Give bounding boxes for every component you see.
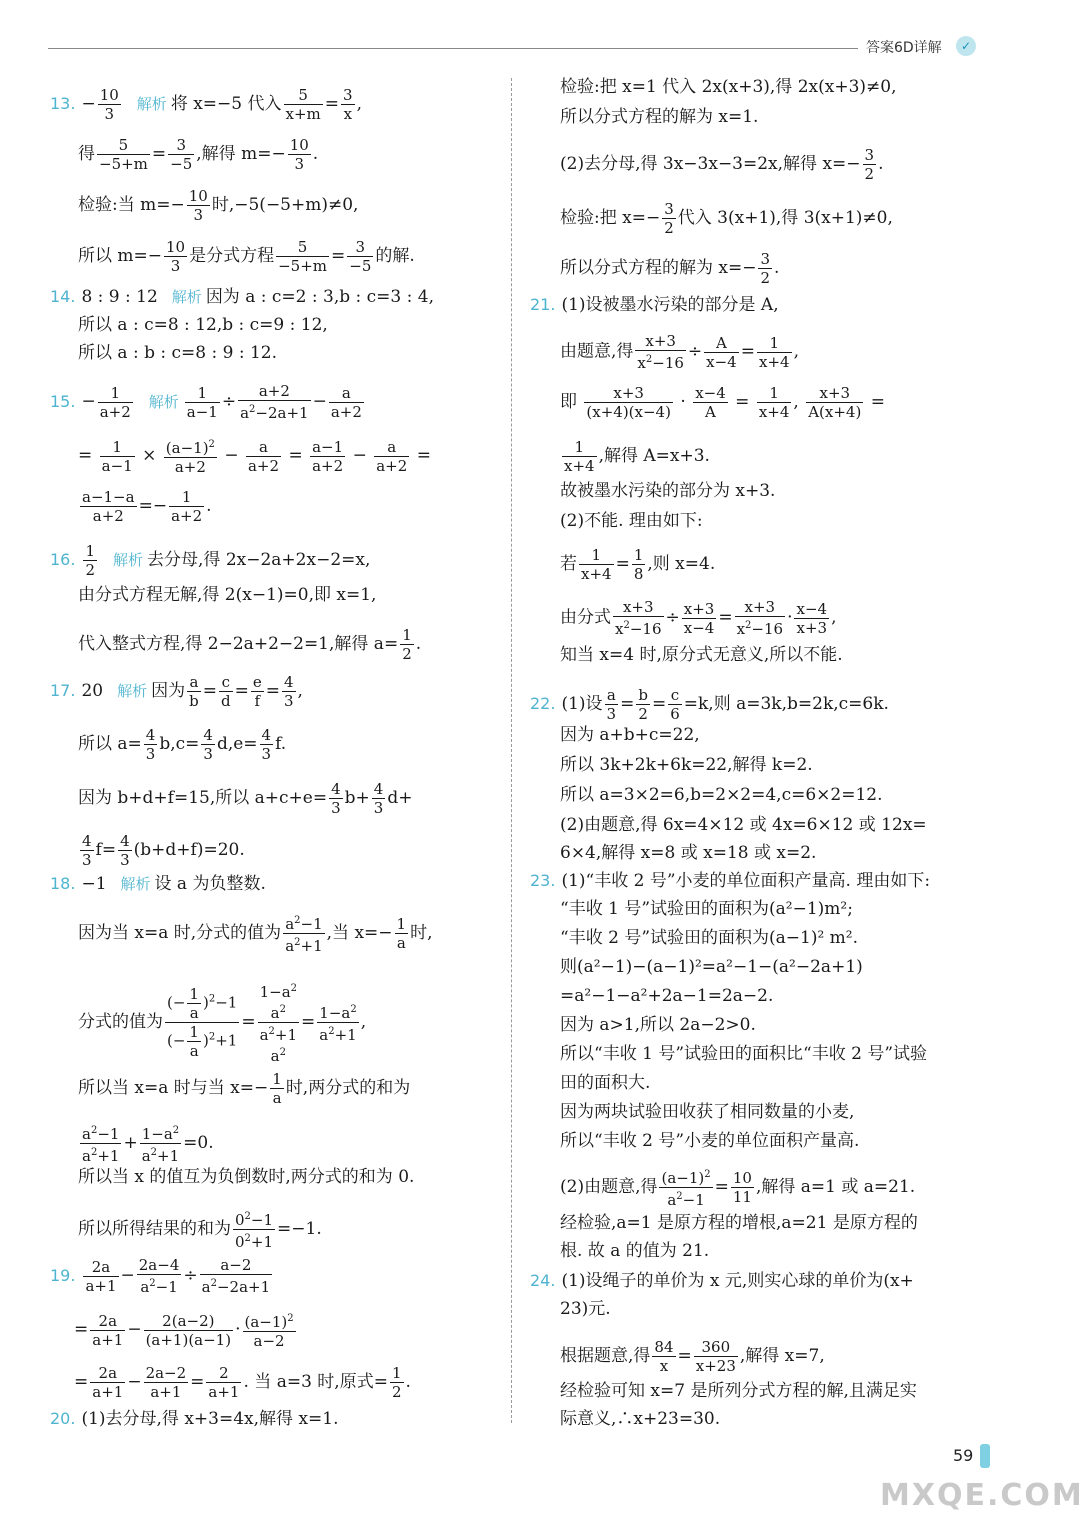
q16-line1: 16. $\frac{1}{2}$ 解析 去分母,得 2x−2a+2x−2=x, xyxy=(50,542,371,579)
q21-line3: 即 $\frac{x+3}{(x+4)(x-4)}$ · $\frac{x-4}{A}$ = $\frac{1}{x+4}$ , $\frac{x+3}{A(x+4)}$ = xyxy=(560,384,885,421)
q22-line6: 6×4,解得 x=8 或 x=18 或 x=2. xyxy=(560,843,817,863)
q24-line1: 24. (1)设绳子的单价为 x 元,则实心球的单价为(x+ xyxy=(530,1271,914,1291)
q24-line5: 际意义,∴x+23=30. xyxy=(560,1409,721,1429)
q18-line2: 因为当 x=a 时,分式的值为 $\frac{a^2-1}{a^2+1}$ ,当 x=− $\frac{1}{a}$ 时, xyxy=(78,912,432,955)
q20-check1: 检验:把 x=1 代入 2x(x+3),得 2x(x+3)≠0, xyxy=(560,77,897,97)
q23-line10: 所以“丰收 2 号”小麦的单位面积产量高. xyxy=(560,1131,860,1151)
q14-line1: 14. 8 : 9 : 12 解析 因为 a : c=2 : 3,b : c=3 : 4, xyxy=(50,287,434,307)
q16-line3: 代入整式方程,得 2−2a+2−2=1,解得 a= $\frac{1}{2}$ . xyxy=(78,626,422,663)
q19-line3: = $\frac{2a}{a+1}$ − $\frac{2a-2}{a+1}$ = $\frac{2}{a+1}$ . 当 a=3 时,原式= $\frac{1}{2}$ . xyxy=(74,1364,411,1401)
q17-line4: $\frac{4}{3}$ f= $\frac{4}{3}$ (b+d+f)=20. xyxy=(82,832,245,869)
q22-line3: 所以 3k+2k+6k=22,解得 k=2. xyxy=(560,755,813,775)
q20-line1: 20. (1)去分母,得 x+3=4x,解得 x=1. xyxy=(50,1409,339,1429)
q17-line3: 因为 b+d+f=15,所以 a+c+e= $\frac{4}{3}$ b+ $\frac{4}{3}$ d+ xyxy=(78,780,413,817)
q14-line3: 所以 a : b : c=8 : 9 : 12. xyxy=(78,343,277,363)
q24-line3: 根据题意,得 $\frac{84}{x}$ = $\frac{360}{x+23}$ ,解得 x=7, xyxy=(560,1338,825,1375)
page-tab-marker xyxy=(980,1444,990,1468)
q23-line2: “丰收 1 号”试验田的面积为(a²−1)m²; xyxy=(560,899,853,919)
q19-line2: = $\frac{2a}{a+1}$ − $\frac{2(a-2)}{(a+1)(a-1)}$ · $\frac{(a-1)^2}{a-2}$ xyxy=(74,1311,294,1350)
analysis-tag: 解析 xyxy=(120,875,151,893)
analysis-tag: 解析 xyxy=(113,551,144,569)
q14-line2: 所以 a : c=8 : 12,b : c=9 : 12, xyxy=(78,315,328,335)
q21-line7: 若 $\frac{1}{x+4}$ = $\frac{1}{8}$ ,则 x=4. xyxy=(560,546,716,583)
q21-line1: 21. (1)设被墨水污染的部分是 A, xyxy=(530,295,779,315)
q23-line3: “丰收 2 号”试验田的面积为(a−1)² m². xyxy=(560,928,859,948)
q22-line2: 因为 a+b+c=22, xyxy=(560,725,700,745)
q22-line4: 所以 a=3×2=6,b=2×2=4,c=6×2=12. xyxy=(560,785,883,805)
q13-line2: 得 $\frac{5}{-5+m}$ = $\frac{3}{-5}$ ,解得 m=− $\frac{10}{3}$ . xyxy=(78,136,319,173)
watermark: MXQE.COM xyxy=(880,1478,1084,1513)
q23-line13: 根. 故 a 的值为 21. xyxy=(560,1241,710,1261)
q23-line1: 23. (1)“丰收 2 号”小麦的单位面积产量高. 理由如下: xyxy=(530,871,931,891)
q20-result2: 所以分式方程的解为 x=− $\frac{3}{2}$ . xyxy=(560,250,780,287)
q18-line3: 分式的值为 (− $\frac{1}{a}$ )$^2$−1 (− $\frac{1}{a}$ )$^2$+1 = $1-a^2$ $a^2$ $a^2+1$ $a^2$ = $\frac{1-a^2}{a^2+1}$ , xyxy=(78,980,366,1065)
q20-result1: 所以分式方程的解为 x=1. xyxy=(560,107,759,127)
q21-line6: (2)不能. 理由如下: xyxy=(560,511,703,531)
q17-line1: 17. 20 解析 因为 $\frac{a}{b}$ = $\frac{c}{d}$ = $\frac{e}{f}$ = $\frac{4}{3}$ , xyxy=(50,673,303,710)
q18-line1: 18. −1 解析 设 a 为负整数. xyxy=(50,874,266,894)
q23-line11: (2)由题意,得 $\frac{(a-1)^2}{a^2-1}$ = $\frac{10}{11}$ ,解得 a=1 或 a=21. xyxy=(560,1166,915,1209)
q23-line6: 因为 a>1,所以 2a−2>0. xyxy=(560,1015,756,1035)
q23-line4: 则(a²−1)−(a−1)²=a²−1−(a²−2a+1) xyxy=(560,957,863,977)
page-number: 59 xyxy=(953,1446,974,1465)
q19-line1: 19. $\frac{2a}{a+1}$ − $\frac{2a-4}{a^2-1}$ ÷ $\frac{a-2}{a^2-2a+1}$ xyxy=(50,1256,271,1296)
question-number: 13. xyxy=(50,94,76,113)
q21-line2: 由题意,得 $\frac{x+3}{x^2-16}$ ÷ $\frac{A}{x-4}$ = $\frac{1}{x+4}$ , xyxy=(560,332,799,372)
q20-part2: (2)去分母,得 3x−3x−3=2x,解得 x=− $\frac{3}{2}$ . xyxy=(560,146,884,183)
analysis-tag: 解析 xyxy=(136,95,167,113)
column-divider xyxy=(511,78,512,1423)
q16-line2: 由分式方程无解,得 2(x−1)=0,即 x=1, xyxy=(78,585,377,605)
q23-line12: 经检验,a=1 是原方程的增根,a=21 是原方程的 xyxy=(560,1213,918,1233)
q22-line5: (2)由题意,得 6x=4×12 或 4x=6×12 或 12x= xyxy=(560,815,927,835)
q23-line8: 田的面积大. xyxy=(560,1073,651,1093)
q24-line4: 经检验可知 x=7 是所列分式方程的解,且满足实 xyxy=(560,1381,917,1401)
q20-check2: 检验:把 x=− $\frac{3}{2}$ 代入 3(x+1),得 3(x+1)≠0, xyxy=(560,200,893,237)
q15-line2: = $\frac{1}{a-1}$ × $\frac{(a-1)^2}{a+2}$ − $\frac{a}{a+2}$ = $\frac{a-1}{a+2}$ − $\frac{a}{a+2}$ = xyxy=(78,437,431,476)
q21-line8: 由分式 $\frac{x+3}{x^2-16}$ ÷ $\frac{x+3}{x-4}$ = $\frac{x+3}{x^2-16}$ · $\frac{x-4}{x+3}$ , xyxy=(560,598,837,638)
header-label: 答案6D详解 xyxy=(866,40,942,56)
q13-line1: 13. − $\frac{10}{3}$ 解析 将 x=−5 代入 $\frac{5}{x+m}$ = $\frac{3}{x}$ , xyxy=(50,86,362,123)
q23-line9: 因为两块试验田收获了相同数量的小麦, xyxy=(560,1102,855,1122)
q21-line9: 知当 x=4 时,原分式无意义,所以不能. xyxy=(560,645,843,665)
analysis-tag: 解析 xyxy=(148,392,179,411)
q23-line5: =a²−1−a²+2a−1=2a−2. xyxy=(560,986,774,1006)
q21-line5: 故被墨水污染的部分为 x+3. xyxy=(560,481,776,501)
q21-line4: $\frac{1}{x+4}$ ,解得 A=x+3. xyxy=(564,438,710,475)
header-rule xyxy=(48,48,858,49)
q17-line2: 所以 a= $\frac{4}{3}$ b,c= $\frac{4}{3}$ d,e= $\frac{4}{3}$ f. xyxy=(78,726,287,763)
check-badge-icon: ✓ xyxy=(956,36,976,56)
q13-line4: 所以 m=− $\frac{10}{3}$ 是分式方程 $\frac{5}{-5+m}$ = $\frac{3}{-5}$ 的解. xyxy=(78,238,415,275)
analysis-tag: 解析 xyxy=(117,682,148,700)
q18-line6: 所以当 x 的值互为负倒数时,两分式的和为 0. xyxy=(78,1167,415,1187)
q18-line7: 所以所得结果的和为 $\frac{0^2-1}{0^2+1}$ =−1. xyxy=(78,1208,322,1251)
q24-line2: 23)元. xyxy=(560,1299,611,1319)
q18-line5: $\frac{a^2-1}{a^2+1}$ + $\frac{1-a^2}{a^2+1}$ =0. xyxy=(78,1122,214,1165)
q22-line1: 22. (1)设 $\frac{a}{3}$ = $\frac{b}{2}$ = $\frac{c}{6}$ =k,则 a=3k,b=2k,c=6k. xyxy=(530,686,889,723)
analysis-tag: 解析 xyxy=(171,288,202,306)
q23-line7: 所以“丰收 1 号”试验田的面积比“丰收 2 号”试验 xyxy=(560,1044,928,1064)
q15-line3: $\frac{a-1-a}{a+2}$ =− $\frac{1}{a+2}$ . xyxy=(82,488,212,525)
q15-line1: 15. − $\frac{1}{a+2}$ 解析 $\frac{1}{a-1}$ ÷ $\frac{a+2}{a^2-2a+1}$ − $\frac{a}{a+2}$ xyxy=(50,382,362,422)
q13-line3: 检验:当 m=− $\frac{10}{3}$ 时,−5(−5+m)≠0, xyxy=(78,187,359,224)
q18-line4: 所以当 x=a 时与当 x=− $\frac{1}{a}$ 时,两分式的和为 xyxy=(78,1070,411,1107)
